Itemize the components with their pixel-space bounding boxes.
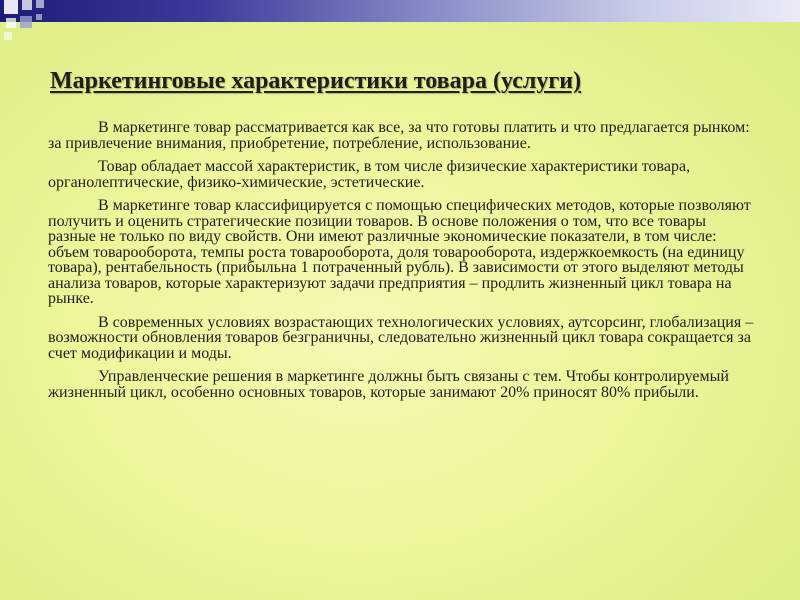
decor-square <box>4 0 18 14</box>
paragraph-definition: В маркетинге товар рассматривается как все, за что готовы платить и что предлагается рынком: за привлечение внимания, приобретение, потребление, использование. <box>48 119 750 152</box>
paragraph-management: Управленческие решения в маркетинге должны быть связаны с тем. Чтобы контролируемый жизненный цикл, особенно основных товаров, которые занимают 20% приносят 80% прибыли. <box>48 368 729 401</box>
decor-square <box>4 32 12 40</box>
decor-square <box>36 14 42 20</box>
paragraph-characteristics: Товар обладает массой характеристик, в том числе физические характеристики товара, органолептические, физико-химические, эстетические. <box>48 158 691 191</box>
decor-square <box>36 0 44 8</box>
paragraph-classification: В маркетинге товар классифицируется с помощью специфических методов, которые позволяют получить и оценить стратегические позиции товаров. В основе положения о том, что все товары разные не только по виду свойств. Они имеют различные экономические показатели, в том числе: объем товарооборота, темпы роста товарооборота, доля товарооборота, издержкоемкость (на единицу товара), рентабельность (прибыльна 1 потраченный рубль). В зависимости от этого выделяют методы анализа товаров, которые характеризуют задачи предприятия – продлить жизненный цикл товара на рынке. <box>48 197 751 307</box>
decor-square <box>6 18 16 28</box>
slide-title: Маркетинговые характеристики товара (услуги) <box>50 68 582 94</box>
decor-square <box>22 0 32 10</box>
slide-body <box>48 120 754 408</box>
paragraph-modern-conditions: В современных условиях возрастающих технологических условиях, аутсорсинг, глобализация – возможности обновления товаров безграничны, следовательно жизненный цикл товара сокращается за счет модификации и моды. <box>48 313 754 362</box>
decor-square <box>20 16 32 28</box>
header-band <box>0 0 800 22</box>
